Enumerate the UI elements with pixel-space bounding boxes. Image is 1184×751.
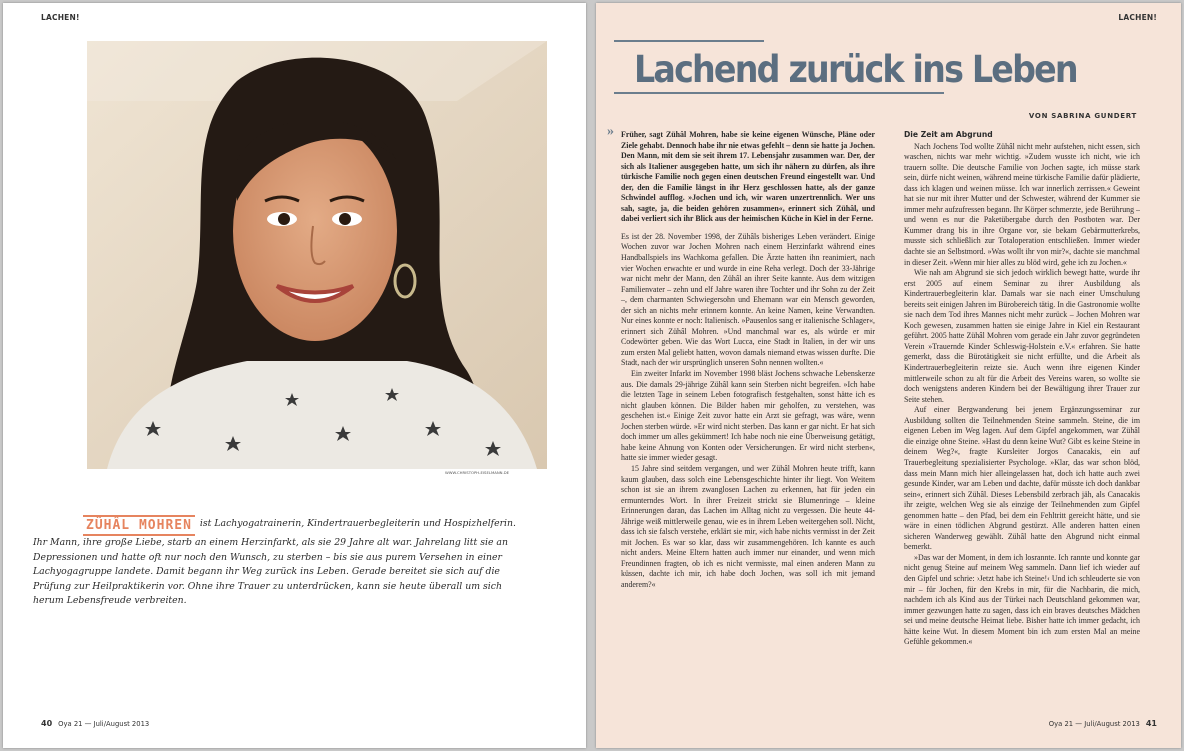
section-label: LACHEN! [41,13,80,22]
bio-text: ist Lachyogatrainerin, Kindertrauerbegleiterin und Hospizhelferin. Ihr Mann, ihre große Liebe, starb an einem Herzinfarkt, als sie 29 Jahre alt war. Jahrelang litt sie an Depressionen und hatte oft nur noch den Wunsch, zu sterben – bis sie aus purem Versehen in einer Lachyogagruppe landete. Damit begann ihr Weg zurück ins Leben. Gerade bereitet sie sich auf die Prüfung zur Heilpraktikerin vor. Ohne ihre Trauer zu unterdrücken, kann sie heute überall um sich herum Lebensfreude verbreiten. [33,518,516,607]
right-footer [1049,719,1157,728]
left-footer [41,719,149,728]
paragraph: 15 Jahre sind seitdem vergangen, und wer Zühâl Mohren heute trifft, kann kaum glauben, dass solch eine Lebensgeschichte hinter ihr liegt. Von Weitem schon ist sie an ihrem zwanglosen Lachen zu erkennen, hat für jeden ein ermunterndes Wort. In ihrer Freizeit strickt sie Blumenringe – kleine Erinnerungen daran, das Lachen im Alltag nicht zu vergessen. Die heute 44-Jährige weiß mittlerweile genau, wie es in ihrem Leben weitergehen soll. Nicht, dass ich sie falsch verstehe, erklärt sie mir, »ich habe nichts vermisst in der Zeit mit Jochen. Es war so klar, dass wir zusammengehören. Ich kannte es auch nicht anders. Meine Eltern hatten auch immer nur einander, und wenn mich Freundinnen fragten, ob ich es nicht vermisste, mal einen anderen Mann zu küssen, dachte ich mir, ich habe doch Jochen, was soll ich mit jemand anderem?« [621,463,875,589]
portrait-photo [87,41,547,469]
column-left [607,124,875,591]
paragraph: Wie nah am Abgrund sie sich jedoch wirklich bewegt hatte, wurde ihr erst 2005 auf einem Seminar zu ihrer Ausbildung als Kindertrauerbegleiterin klar. Damals war sie nach einer Umschulung bereits seit einigen Jahren im Bürobereich tätig. In die Gastronomie wollte sie nach dem Tod ihres Mannes nicht mehr zurück – Jochen Mohren war Koch gewesen, zusammen hatten sie einige Jahre in Kiel ein Restaurant geführt. 2005 hatte Zühâl Mohren vom gerade ein Jahr zuvor gegründeten Verein »Trauernde Kinder Schleswig-Holstein e.V.« erfahren. Sie hatte gemerkt, dass die Bürotätigkeit sie nicht erfüllte, und die Arbeit als Kindertrauerbegleiterin reizte sie. Auch wenn ihre eigenen Kinder mittlerweile schon zu alt für die Arbeit des Vereins waren, so wollte sie doch wenigstens anderen Kindern bei der Bewältigung ihrer Trauer zur Seite stehen. [904,268,1140,404]
paragraph: Ein zweiter Infarkt im November 1998 bläst Jochens schwache Lebenskerze aus. Die damals 29-jährige Zühâl kann sein Sterben nicht begreifen. »Ich habe die letzten Tage in seinem Leben fotografisch festgehalten, sonst hätte ich es nicht glauben können. Die Bilder haben mir geholfen, zu verstehen, was geschehen ist.« Einige Zeit zuvor hatte ein Arzt sie gefragt, was wäre, wenn Jochen sterben würde. »Er wird nicht sterben. Das kann er gar nicht. Er hat sich doch immer um alles gekümmert! Ich habe noch nie eine Überweisung getätigt, habe keine Ahnung von Konten oder Versicherungen. Er wird nicht sterben«, hatte sie immer wieder gesagt. [621,369,875,463]
article-title: Lachend zurück ins Leben [634,48,1077,91]
bio-box [33,515,533,609]
footer-text: Oya 21 — Juli/August 2013 [1048,720,1140,728]
paragraph: »Das war der Moment, in dem ich losrannte. Ich rannte und konnte gar nicht genug Steine auf meinem Weg sammeln. Dann lief ich wieder auf den Gipfel und schrie: ›Jetzt habe ich Steine!‹ Und ich schleuderte sie von mir – für Jochen, für den Krebs in mir, für die Nachbarin, die mich, nachdem ich als Kind aus der Türkei nach Deutschland gekommen war, immer gezwungen hatte zu sagen, dass ich ein braves deutsches Mädchen sei und meine deutsche Heimat liebe. Bisher hatte ich immer gedacht, ich hätte keine Wut. In diesem Moment bin ich zum ersten Mal an meine Gefühle gekommen.« [904,552,1140,647]
paragraph: Es ist der 28. November 1998, der Zühâls bisheriges Leben verändert. Einige Wochen zuvor war Jochen Mohren nach einem Herzinfarkt während eines Handballspiels ins Wachkoma gefallen. Die Ärzte hatten ihn reanimiert, nach vier Wochen erwachte er und wurde in eine Reha verlegt. Doch der 33-Jährige war nicht mehr der Mann, den Zühâl an ihrer Seite kannte. Aus dem witzigen Familienvater – zehn und elf Jahre waren ihre Tochter und ihr Sohn zu der Zeit –, dem charmanten Schwiegersohn und Ehemann war ein Mensch geworden, der sich an nichts mehr erinnern konnte. An keine Namen, keine Verwandten. Nur eines konnte er noch: Italienisch. »Pausenlos sang er italienische Schlager«, erinnert sich Zühâl Mohren. »Und manchmal war es, als würde er mir Codewörter geben. Wie das Wort Lucca, eine Stadt in Italien, in der wir uns zum ersten Mal geliebt hatten, wovon damals niemand etwas wissen durfte. Die Stadt, nach der wir ursprünglich unseren Sohn nennen wollten.« [621,231,875,368]
title-underline [614,92,944,94]
lede: Früher, sagt Zühâl Mohren, habe sie keine eigenen Wünsche, Pläne oder Ziele gehabt. Dennoch habe ihr nie etwas gefehlt – denn sie hatte ja Jochen. Den Mann, mit dem sie seit ihrem 17. Lebensjahr zusammen war. Der, der sich als Italiener ausgegeben hatte, um sich ihr nähern zu dürfen, als ihre türkische Familie noch gegen einen deutschen Freund eingestellt war. Und der, den die Familie längst in ihr Herz geschlossen hatte, als der ganze Schwindel aufflog. »Jochen und ich, wir waren unzertrennlich. Wer uns sah, sagte, ja, die beiden gehören zusammen«, erinnert sich Zühâl, und dabei verliert sich ihr Blick aus der heimischen Küche in Kiel in der Ferne. [621,130,875,224]
column-right [904,130,1140,648]
photo-credit: WWW.CHRISTOPH-EISELMANN.DE [445,470,510,475]
footer-text: Oya 21 — Juli/August 2013 [58,720,150,728]
portrait-image [87,41,547,469]
page-number: 40 [41,719,53,728]
quote-mark-icon: » [607,124,614,139]
byline: VON SABRINA GUNDERT [1028,112,1137,120]
page-number: 41 [1145,719,1157,728]
subhead: Die Zeit am Abgrund [904,130,993,139]
section-label: LACHEN! [1118,13,1157,22]
title-top-rule [614,40,764,42]
left-page [3,3,586,748]
right-page [596,3,1181,748]
paragraph: Nach Jochens Tod wollte Zühâl nicht mehr aufstehen, nicht essen, sich waschen, nichts war mehr wichtig. »Zudem wusste ich nicht, wie ich trauern sollte. Die deutsche Familie von Jochen sagte, ich müsse stark sein, dürfe nicht weinen, während meine türkische Familie dafür plädierte, dass ich klagen und weinen müsse. Ich war innerlich zerrissen.« Geweint hat sie nur mit ihrer Mutter und der Schwester, während der Kummer sie immer mehr aufzufressen begann. Ihr Körper schmerzte, jede Berührung – und wenn es nur die Paketübergabe durch den Postboten war. Der Kummer drang bis in ihre Organe vor, sie bekam Gebärmutterkrebs, musste sich schließlich zur Totaloperation entschließen. Immer wieder dachte sie an Selbstmord. »Was wollt ihr von mir?«, dachte sie manchmal in dieser Zeit. »Wenn mir hier alles zu blöd wird, gehe ich zu Jochen.« [904,141,1140,267]
bio-name: ZÜHÂL MOHREN [83,515,195,536]
paragraph: Auf einer Bergwanderung bei jenem Ergänzungsseminar zur Ausbildung sollten die Teilnehmenden Steine sammeln. Steine, die im eigenen Leben im Weg lagen. Auf dem Gipfel angekommen, war Zühâl die einzige ohne Steine. »Hast du denn keine Wut? Gibt es keine Steine in deinem Weg?«, fragte Kursleiter Jorgos Canacakis, ein auf Trauerbegleitung spezialisierter Psychologe. »Klar, das war schon blöd, dass mein Mann mich hier alleingelassen hat, doch ich hatte auch zwei gesunde Kinder, war am Leben und dachte, dafür müsste ich doch dankbar sein«, erinnert sich Zühâl. Dieses Lebensbild zerbrach jäh, als Canacakis ihr zeigte, welchen Weg sie als einzige der Teilnehmenden zum Gipfel genommen hatte – den Pfad, bei dem ein Fehltritt gereicht hätte, und sie wäre in einen tödlichen Abgrund gestürzt. Alle anderen hatten einen sicheren Wanderweg gewählt. Zühâl hatte den Abgrund nicht einmal bemerkt. [904,405,1140,552]
